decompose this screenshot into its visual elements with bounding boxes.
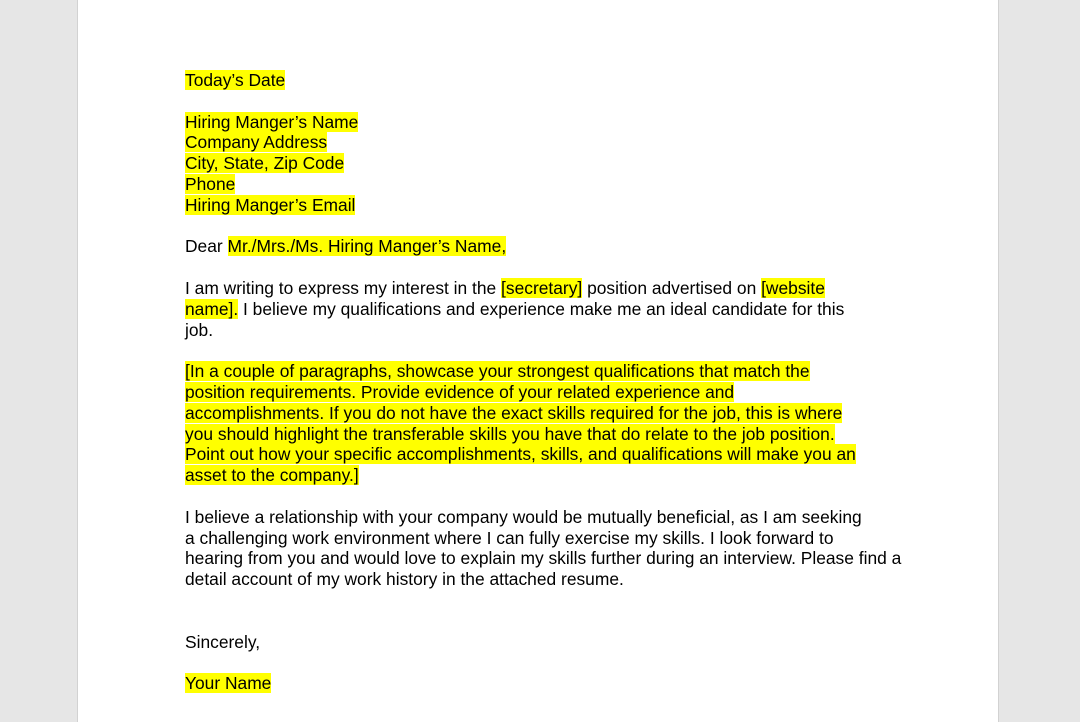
intro-line-1	[185, 278, 905, 299]
position-placeholder: [secretary]	[501, 277, 583, 298]
intro-text: I believe my qualifications and experience make me an ideal candidate for this	[238, 298, 845, 319]
hiring-manager-name-placeholder: Hiring Manger’s Name	[185, 111, 359, 132]
signoff: Sincerely,	[185, 631, 261, 652]
qualifications-line	[185, 382, 905, 403]
qualifications-placeholder: [In a couple of paragraphs, showcase your strongest qualifications that match the	[185, 361, 810, 382]
qualifications-line	[185, 403, 905, 424]
salutation-prefix: Dear	[185, 236, 228, 257]
intro-line-3	[185, 320, 905, 341]
spacer	[185, 590, 905, 632]
letter-body	[185, 70, 905, 694]
phone-placeholder: Phone	[185, 173, 236, 194]
qualifications-placeholder: you should highlight the transferable skills you have that do relate to the job position.	[185, 423, 835, 444]
date-placeholder: Today’s Date	[185, 70, 286, 90]
intro-line-2	[185, 299, 905, 320]
salutation-name-placeholder: Mr./Mrs./Ms. Hiring Manger’s Name,	[227, 236, 507, 257]
document-page	[77, 0, 999, 722]
recipient-name-line	[185, 112, 905, 133]
salutation-line	[185, 236, 905, 257]
website-placeholder: name].	[185, 298, 239, 319]
qualifications-line	[185, 424, 905, 445]
website-placeholder: [website	[761, 277, 825, 298]
spacer	[185, 216, 905, 237]
intro-text: I am writing to express my interest in the	[185, 277, 502, 298]
closing-line: detail account of my work history in the attached resume.	[185, 569, 624, 590]
qualifications-placeholder: position requirements. Provide evidence of your related experience and	[185, 381, 735, 402]
hiring-manager-email-placeholder: Hiring Manger’s Email	[185, 194, 356, 215]
signature-name-placeholder: Your Name	[185, 673, 272, 694]
email-line	[185, 195, 905, 216]
qualifications-placeholder: Point out how your specific accomplishments, skills, and qualifications will make you an	[185, 444, 856, 465]
qualifications-line	[185, 361, 905, 382]
date-line	[185, 70, 905, 91]
spacer	[185, 257, 905, 278]
qualifications-line	[185, 465, 905, 486]
spacer	[185, 91, 905, 112]
qualifications-placeholder: accomplishments. If you do not have the exact skills required for the job, this is where	[185, 402, 843, 423]
signature-line	[185, 673, 905, 694]
closing-line: a challenging work environment where I can fully exercise my skills. I look forward to	[185, 527, 834, 548]
intro-text: position advertised on	[582, 277, 762, 298]
closing-line: hearing from you and would love to explain my skills further during an interview. Please find a	[185, 548, 902, 569]
spacer	[185, 486, 905, 507]
company-address-line	[185, 132, 905, 153]
city-state-zip-placeholder: City, State, Zip Code	[185, 153, 345, 174]
spacer	[185, 652, 905, 673]
intro-text: job.	[185, 319, 214, 340]
qualifications-line	[185, 444, 905, 465]
qualifications-placeholder: asset to the company.]	[185, 465, 359, 486]
company-address-placeholder: Company Address	[185, 132, 328, 153]
closing-line: I believe a relationship with your company would be mutually beneficial, as I am seeking	[185, 506, 862, 527]
spacer	[185, 340, 905, 361]
phone-line	[185, 174, 905, 195]
city-state-zip-line	[185, 153, 905, 174]
